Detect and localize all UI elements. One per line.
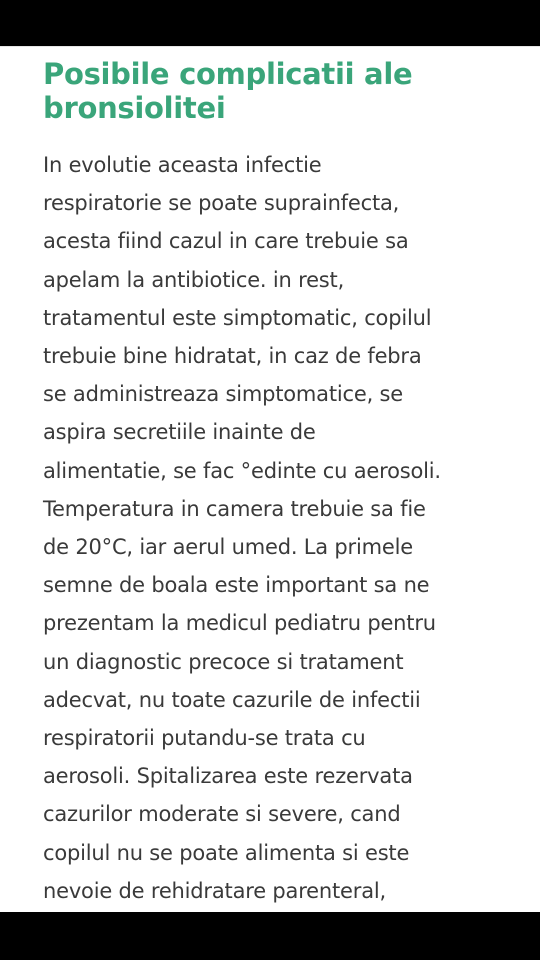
- paragraph-line: un diagnostic precoce si tratament: [43, 649, 404, 674]
- article-title: [43, 57, 513, 125]
- article-title-line: Posibile complicatii ale: [43, 57, 413, 91]
- paragraph-line: nevoie de rehidratare parenteral,: [43, 878, 386, 903]
- paragraph-line: prezentam la medicul pediatru pentru: [43, 611, 436, 636]
- paragraph-line: trebuie bine hidratat, in caz de febra: [43, 344, 422, 369]
- paragraph-line: In evolutie aceasta infectie: [43, 153, 322, 177]
- paragraph-line: de 20°C, iar aerul umed. La primele: [43, 535, 413, 560]
- paragraph-line: Temperatura in camera trebuie sa fie: [43, 496, 426, 521]
- article-paragraph: [43, 146, 523, 910]
- paragraph-line: respiratorie se poate suprainfecta,: [43, 191, 400, 216]
- article-title-line: bronsiolitei: [43, 91, 226, 125]
- bottom-black-bar: [0, 912, 540, 960]
- paragraph-line: semne de boala este important sa ne: [43, 573, 430, 598]
- paragraph-line: respiratorii putandu-se trata cu: [43, 726, 366, 751]
- paragraph-line: aspira secretiile inainte de: [43, 420, 316, 445]
- paragraph-line: tratamentul este simptomatic, copilul: [43, 305, 432, 330]
- paragraph-line: alimentatie, se fac °edinte cu aerosoli.: [43, 458, 441, 483]
- paragraph-line: acesta fiind cazul in care trebuie sa: [43, 229, 409, 254]
- paragraph-line: apelam la antibiotice. in rest,: [43, 267, 345, 292]
- top-black-bar: [0, 0, 540, 46]
- paragraph-line: se administreaza simptomatice, se: [43, 382, 403, 407]
- paragraph-line: adecvat, nu toate cazurile de infectii: [43, 687, 421, 712]
- paragraph-line: cazurilor moderate si severe, cand: [43, 802, 401, 827]
- paragraph-line: aerosoli. Spitalizarea este rezervata: [43, 764, 413, 789]
- paragraph-line: copilul nu se poate alimenta si este: [43, 840, 410, 865]
- article-content[interactable]: [0, 46, 540, 913]
